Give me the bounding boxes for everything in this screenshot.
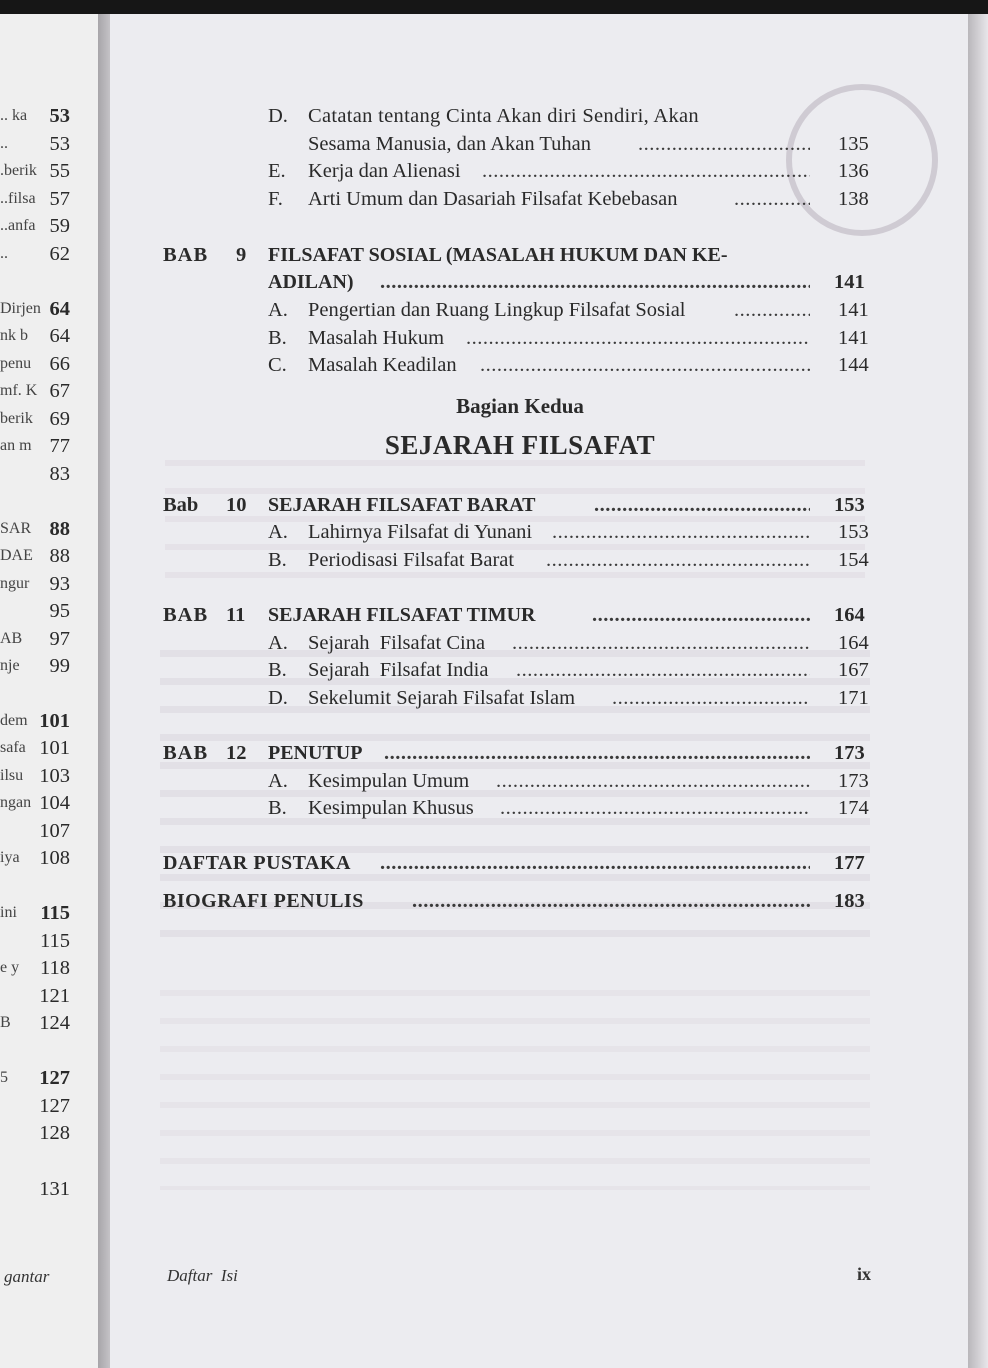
toc-letter: D. <box>268 105 288 127</box>
left-page-text-fragment: ..filsa <box>0 190 36 207</box>
left-page-footer: gantar <box>4 1267 50 1286</box>
toc-item-title: Lahirnya Filsafat di Yunani <box>308 521 533 543</box>
running-footer: Daftar Isi <box>167 1266 238 1285</box>
left-page-number: 53 <box>49 133 70 155</box>
left-page-text-fragment: AB <box>0 630 23 647</box>
left-page-text-fragment: dem <box>0 712 28 729</box>
left-page-number: 69 <box>49 408 70 430</box>
dot-leader <box>482 158 810 184</box>
dot-leader <box>384 740 810 766</box>
left-page-number: 124 <box>39 1012 70 1034</box>
toc-letter: A. <box>268 299 288 321</box>
page-number: 141 <box>838 299 869 321</box>
left-page-number: 67 <box>49 380 70 402</box>
dot-leader <box>594 492 810 518</box>
page-number: 173 <box>838 770 869 792</box>
left-page-text-fragment: safa <box>0 739 26 756</box>
chapter-label: BAB <box>163 244 209 266</box>
dot-leader <box>546 547 810 573</box>
show-through-block <box>160 990 870 1190</box>
left-page-number: 59 <box>49 215 70 237</box>
left-page-text-fragment: ..anfa <box>0 217 36 234</box>
page-number: 153 <box>834 494 865 516</box>
page-number: 154 <box>838 549 869 571</box>
page-number: 135 <box>838 133 869 155</box>
page-number: 183 <box>834 890 865 912</box>
left-page-number: 127 <box>39 1067 70 1089</box>
left-page-text-fragment: .. <box>0 245 8 262</box>
back-matter-title: BIOGRAFI PENULIS <box>163 890 364 912</box>
left-page-number: 115 <box>40 902 70 924</box>
back-matter-title: DAFTAR PUSTAKA <box>163 852 351 874</box>
left-page-text-fragment: ini <box>0 904 17 921</box>
page-right-edge <box>968 14 988 1368</box>
toc-letter: D. <box>268 687 288 709</box>
toc-letter: B. <box>268 327 287 349</box>
left-page-number: 64 <box>49 298 70 320</box>
left-page-number: 53 <box>49 105 70 127</box>
toc-letter: B. <box>268 797 287 819</box>
left-page-number: 101 <box>39 737 70 759</box>
dot-leader <box>612 685 810 711</box>
left-page-text-fragment: penu <box>0 355 32 372</box>
left-facing-page <box>0 14 103 1368</box>
toc-item-title: Masalah Keadilan <box>308 354 457 376</box>
left-page-text-fragment: berik <box>0 410 33 427</box>
chapter-title: FILSAFAT SOSIAL (MASALAH HUKUM DAN KE- <box>268 244 728 266</box>
page-number: 164 <box>834 604 865 626</box>
toc-item-title: Sekelumit Sejarah Filsafat Islam <box>308 687 576 709</box>
toc-item-title: Arti Umum dan Dasariah Filsafat Kebebasan <box>308 188 678 210</box>
dot-leader <box>734 297 810 323</box>
dot-leader <box>552 519 810 545</box>
left-page-number: 57 <box>49 188 70 210</box>
chapter-number: 9 <box>236 244 247 266</box>
page-number: 141 <box>834 271 865 293</box>
toc-letter: C. <box>268 354 287 376</box>
left-page-text-fragment: e y <box>0 959 20 976</box>
toc-letter: A. <box>268 521 288 543</box>
left-page-number: 127 <box>39 1095 70 1117</box>
dot-leader <box>496 768 810 794</box>
toc-item-title: Kerja dan Alienasi <box>308 160 461 182</box>
toc-letter: E. <box>268 160 286 182</box>
left-page-number: 101 <box>39 710 70 732</box>
left-page-number: 107 <box>39 820 70 842</box>
left-page-number: 93 <box>49 573 70 595</box>
left-page-number: 115 <box>40 930 70 952</box>
toc-letter: A. <box>268 632 288 654</box>
toc-item-title: Sejarah Filsafat Cina <box>308 632 486 654</box>
left-page-text-fragment: .berik <box>0 162 37 179</box>
chapter-number: 12 <box>226 742 247 764</box>
left-page-text-fragment: .. <box>0 135 8 152</box>
left-page-number: 128 <box>39 1122 70 1144</box>
left-page-text-fragment: .. ka <box>0 107 28 124</box>
toc-letter: A. <box>268 770 288 792</box>
toc-item-title: Sesama Manusia, dan Akan Tuhan <box>308 133 591 155</box>
left-page-number: 83 <box>49 463 70 485</box>
left-page-text-fragment: nk b <box>0 327 28 344</box>
left-page-number: 88 <box>49 518 70 540</box>
page-number: 177 <box>834 852 865 874</box>
dot-leader <box>512 630 810 656</box>
page-number: 174 <box>838 797 869 819</box>
left-page-text-fragment: SAR <box>0 520 32 537</box>
left-page-text-fragment: 5 <box>0 1069 8 1086</box>
left-page-number: 95 <box>49 600 70 622</box>
page-number: 144 <box>838 354 869 376</box>
dot-leader <box>380 850 810 876</box>
chapter-title: SEJARAH FILSAFAT BARAT <box>268 494 536 516</box>
page-number: 138 <box>838 188 869 210</box>
page-number: 173 <box>834 742 865 764</box>
page-number: 136 <box>838 160 869 182</box>
folio: ix <box>857 1264 872 1284</box>
left-page-number: 88 <box>49 545 70 567</box>
toc-letter: B. <box>268 549 287 571</box>
dot-leader <box>638 131 810 157</box>
dot-leader <box>734 186 810 212</box>
left-page-text-fragment: ngan <box>0 794 32 811</box>
page-number: 164 <box>838 632 869 654</box>
dot-leader <box>516 657 810 683</box>
left-page-number: 118 <box>40 957 70 979</box>
dot-leader <box>412 888 810 914</box>
part-title: SEJARAH FILSAFAT <box>384 430 656 460</box>
chapter-title: ADILAN) <box>268 271 354 293</box>
toc-item-title: Kesimpulan Khusus <box>308 797 474 819</box>
part-label: Bagian Kedua <box>456 394 584 418</box>
toc-item-title: Sejarah Filsafat India <box>308 659 489 681</box>
left-page-text-fragment: ngur <box>0 575 30 592</box>
dot-leader <box>592 602 810 628</box>
left-page-number: 99 <box>49 655 70 677</box>
chapter-number: 10 <box>226 494 247 516</box>
dot-leader <box>480 352 810 378</box>
left-page-number: 55 <box>49 160 70 182</box>
left-page-number: 62 <box>49 243 70 265</box>
left-page-text-fragment: iya <box>0 849 20 866</box>
left-page-text-fragment: ilsu <box>0 767 24 784</box>
chapter-title: PENUTUP <box>268 742 363 764</box>
chapter-title: SEJARAH FILSAFAT TIMUR <box>268 604 536 626</box>
left-page-text-fragment: B <box>0 1014 11 1031</box>
left-page-text-fragment: mf. K <box>0 382 38 399</box>
left-page-number: 64 <box>49 325 70 347</box>
toc-letter: B. <box>268 659 287 681</box>
left-page-number: 103 <box>39 765 70 787</box>
left-page-text-fragment: nje <box>0 657 20 674</box>
toc-item-title: Periodisasi Filsafat Barat <box>308 549 515 571</box>
left-page-number: 131 <box>39 1178 70 1200</box>
left-page-number: 121 <box>39 985 70 1007</box>
left-page-number: 104 <box>39 792 70 814</box>
left-page-text-fragment: an m <box>0 437 32 454</box>
toc-item-title: Catatan tentang Cinta Akan diri Sendiri, Akan <box>308 105 699 127</box>
toc-item-title: Pengertian dan Ruang Lingkup Filsafat Sosial <box>308 299 686 321</box>
page-number: 171 <box>838 687 869 709</box>
chapter-label: Bab <box>163 494 199 516</box>
toc-letter: F. <box>268 188 283 210</box>
chapter-label: BAB <box>163 742 209 764</box>
page-number: 141 <box>838 327 869 349</box>
dot-leader <box>380 269 810 295</box>
toc-item-title: Masalah Hukum <box>308 327 445 349</box>
dot-leader <box>466 325 810 351</box>
left-page-text-fragment: Dirjen <box>0 300 41 317</box>
page-number: 153 <box>838 521 869 543</box>
chapter-label: BAB <box>163 604 209 626</box>
toc-item-title: Kesimpulan Umum <box>308 770 470 792</box>
left-page-number: 77 <box>49 435 70 457</box>
left-page-number: 66 <box>49 353 70 375</box>
dot-leader <box>500 795 810 821</box>
left-page-number: 108 <box>39 847 70 869</box>
left-page-text-fragment: DAE <box>0 547 33 564</box>
left-page-number: 97 <box>49 628 70 650</box>
page-number: 167 <box>838 659 869 681</box>
chapter-number: 11 <box>226 604 246 626</box>
